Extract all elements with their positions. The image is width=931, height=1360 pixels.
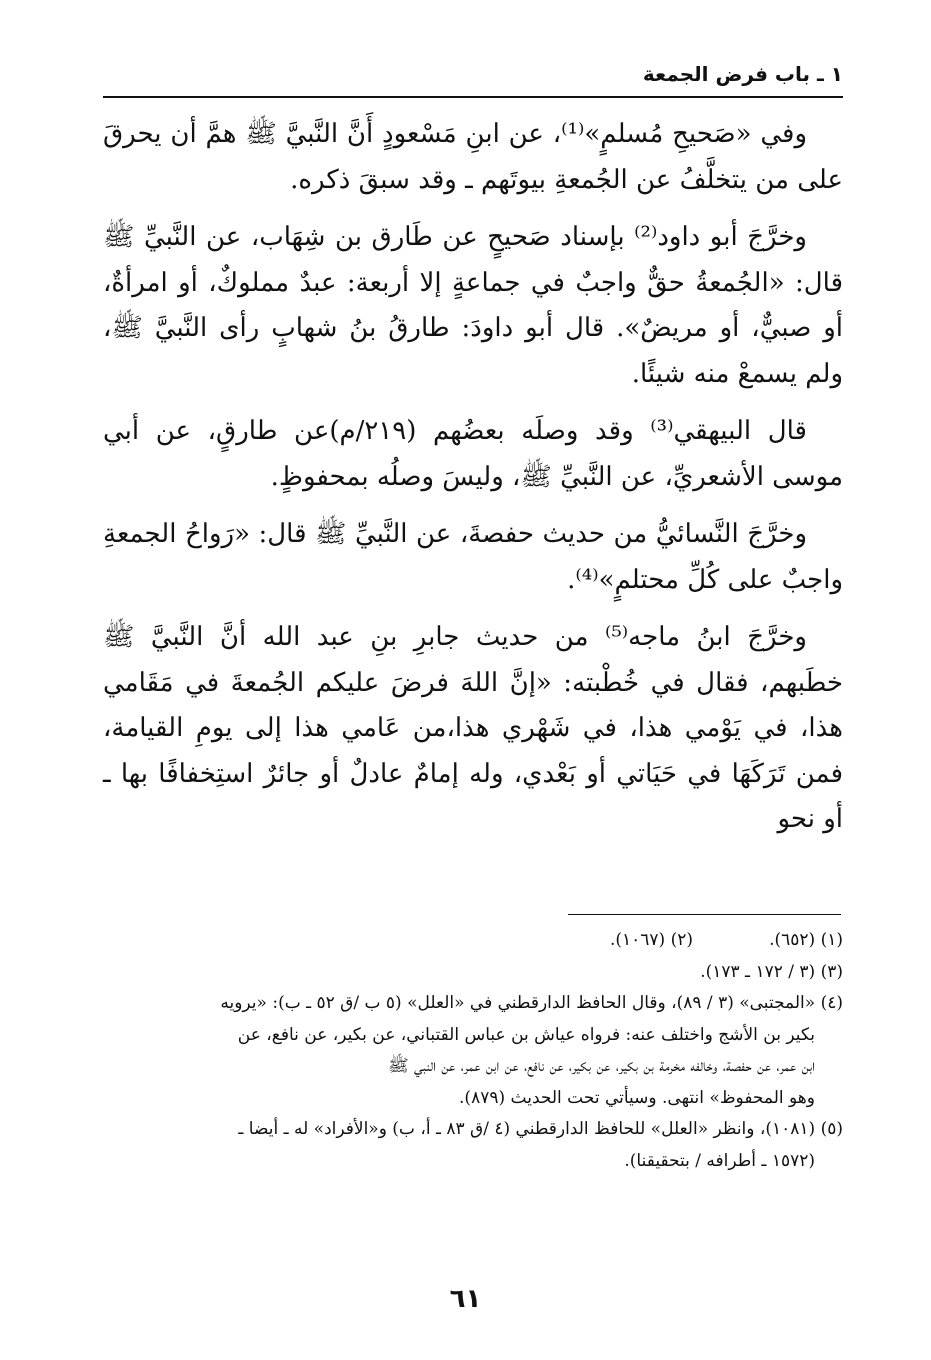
footnote-2: (٢) (١٠٦٧).: [609, 930, 693, 950]
paragraph: قال البيهقي⁽³⁾ وقد وصلَه بعضُهم (٢١٩/م)عن طارقٍ، عن أبي موسى الأشعريِّ، عن النَّبيِّ ﷺ، وليسَ وصلُه بمحفوظٍ.: [103, 416, 843, 492]
footnote-4-continuation: وهو المحفوظ» انتهى. وسيأتي تحت الحديث (٨٧٩).: [459, 1087, 815, 1108]
paragraph: وخرَّجَ النَّسائيُّ من حديث حفصةَ، عن النَّبيِّ ﷺ قال: «رَواحُ الجمعةِ واجبٌ على كُلِّ محتلمٍ»⁽⁴⁾.: [103, 519, 843, 595]
chapter-title: ١ ـ باب فرض الجمعة: [642, 62, 843, 86]
footnote-separator: [568, 914, 841, 915]
footnotes: [103, 925, 843, 1177]
running-header: [103, 58, 843, 98]
footnote-4-continuation: بكير بن الأشج واختلف عنه: فرواه عياش بن عباس القتباني، عن بكير، عن نافع، عن: [237, 1024, 815, 1045]
footnote-3: (٣) (٣ / ١٧٢ ـ ١٧٣).: [700, 961, 843, 982]
paragraph: وفي «صَحيحِ مُسلمٍ»⁽¹⁾، عن ابنِ مَسْعودٍ أَنَّ النَّبيَّ ﷺ همَّ أن يحرقَ على من يتخلَّفُ عن الجُمعةِ بيوتَهم ـ وقد سبقَ ذكره.: [103, 119, 843, 195]
footnote-5-continuation: (١٥٧٢ ـ أطرافه / بتحقيقنا).: [624, 1150, 815, 1171]
main-text: [103, 112, 843, 855]
footnote-row: [103, 925, 843, 957]
footnote-4: (٤) «المجتبى» (٣ / ٨٩)، وقال الحافظ الدارقطني في «العلل» (٥ ب /ق ٥٢ ـ ب): «يرويه: [220, 993, 843, 1013]
paragraph: وخرَّجَ ابنُ ماجه⁽⁵⁾ من حديث جابرِ بنِ عبد الله أنَّ النَّبيَّ ﷺ خطَبهم، فقال في خُطْبته: «إنَّ اللهَ فرضَ عليكم الجُمعةَ في مَقَامي هذا، في يَوْمي هذا، في شَهْري هذا،من عَامي هذا إلى يومِ القيامة، فمن تَرَكَهَا في حَيَاتي أو بَعْدي، وله إمامٌ عادلٌ أو جائرٌ استِخفافًا بها ـ أو نحو: [103, 622, 843, 834]
page-number: ٦١: [449, 1284, 482, 1314]
footnote-1: (١) (٦٥٢).: [769, 930, 843, 950]
footnote-4-continuation: ابن عمر، عن حفصة، وخالفه مخرمة بن بكير، عن بكير، عن نافع، عن ابن عمر، عن النبي ﷺ: [388, 1056, 815, 1076]
paragraph: وخرَّجَ أبو داود⁽²⁾ بإسناد صَحيحٍ عن طَارق بن شِهَاب، عن النَّبيِّ ﷺ قال: «الجُمعةُ حقٌّ واجبٌ في جماعةٍ إلا أربعة: عبدٌ مملوكٌ، أو امرأةٌ، أو صبيٌّ، أو مريضٌ». قال أبو داودَ: طارقُ بنُ شهابٍ رأى النَّبيَّ ﷺ، ولم يسمعْ منه شيئًا.: [103, 222, 843, 389]
footnote-5: (٥) (١٠٨١)، وانظر «العلل» للحافظ الدارقطني (٤ /ق ٨٣ ـ أ، ب) و«الأفراد» له ـ أيضا ـ: [238, 1119, 843, 1139]
